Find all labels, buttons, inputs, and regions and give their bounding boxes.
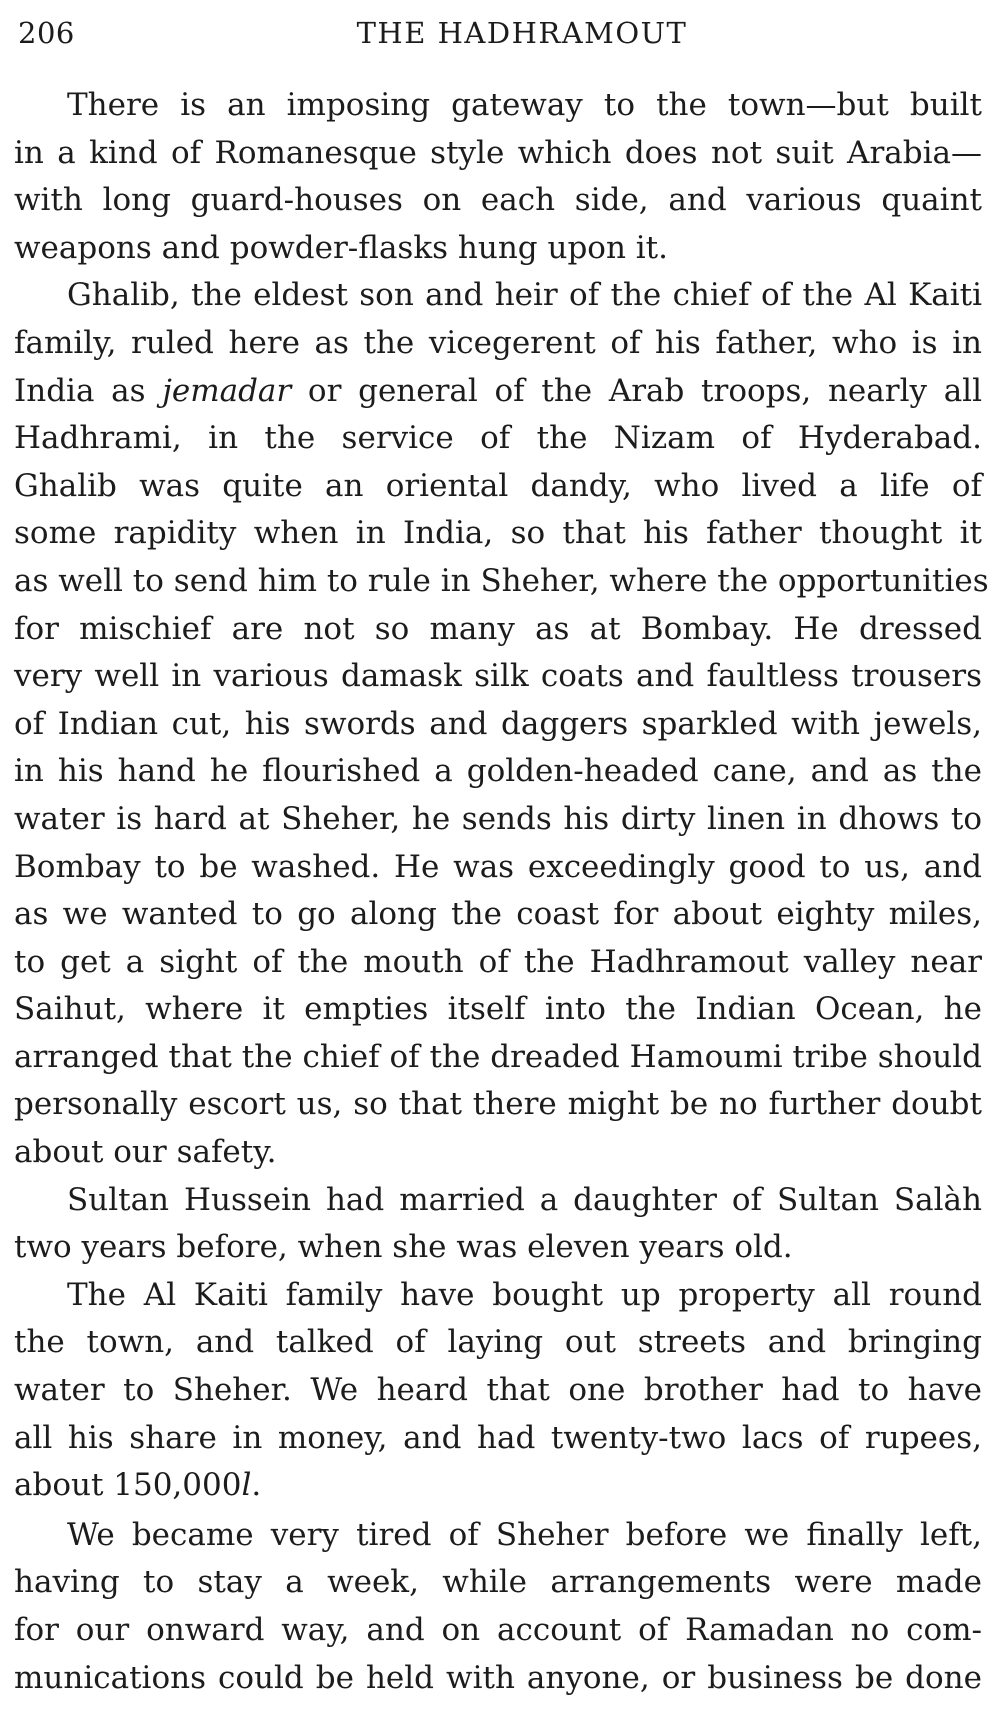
text-line: water to Sheher. We heard that one brother had to have	[14, 1372, 982, 1409]
text-line: very well in various damask silk coats and faultless trousers	[14, 658, 982, 695]
text-line: family, ruled here as the vicegerent of his father, who is in	[14, 324, 982, 361]
text-line: There is an imposing gateway to the town—but built	[67, 87, 982, 123]
text-line: the town, and talked of laying out streets and bringing	[14, 1324, 982, 1361]
text-line: for mischief are not so many as at Bombay. He dressed	[14, 610, 982, 647]
page-header	[14, 12, 986, 54]
text-line: Ghalib, the eldest son and heir of the chief of the Al Kaiti	[67, 277, 982, 314]
text-line: Ghalib was quite an oriental dandy, who lived a life of	[14, 467, 982, 504]
text-line: all his share in money, and had twenty-two lacs of rupees,	[14, 1419, 982, 1456]
italic-term: l	[241, 1467, 252, 1504]
text-line: The Al Kaiti family have bought up property all round	[67, 1276, 982, 1313]
text-line: some rapidity when in India, so that his father thought it	[14, 515, 982, 552]
text-line: We became very tired of Sheher before we finally left,	[67, 1516, 982, 1553]
running-title: THE HADHRAMOUT	[356, 16, 688, 50]
text-line: weapons and powder-flasks hung upon it.	[14, 229, 668, 266]
text-line: about our safety.	[14, 1134, 277, 1171]
text-line: Sultan Hussein had married a daughter of Sultan Salàh	[67, 1181, 982, 1218]
italic-term: jemadar	[162, 372, 292, 409]
text-line: as we wanted to go along the coast for about eighty miles,	[14, 896, 982, 933]
text-line	[14, 1462, 982, 1510]
text-line: two years before, when she was eleven years old.	[14, 1229, 793, 1266]
text-line: Hadhrami, in the service of the Nizam of Hyderabad.	[14, 420, 982, 457]
text-line: arranged that the chief of the dreaded Hamoumi tribe should	[14, 1038, 982, 1075]
text-segment: or general of the Arab troops, nearly all	[291, 372, 983, 409]
text-line: as well to send him to rule in Sheher, where the opportunities	[14, 562, 989, 599]
text-line: of Indian cut, his swords and daggers sparkled with jewels,	[14, 705, 982, 742]
text-line: in a kind of Romanesque style which does not suit Arabia—	[14, 134, 982, 171]
text-segment: India as	[14, 372, 163, 409]
text-line: having to stay a week, while arrangements were made	[14, 1564, 982, 1601]
text-line: water is hard at Sheher, he sends his dirty linen in dhows to	[14, 800, 982, 837]
text-line: munications could be held with anyone, or business be done	[14, 1659, 982, 1696]
text-line: Saihut, where it empties itself into the Indian Ocean, he	[14, 991, 982, 1028]
text-line: to get a sight of the mouth of the Hadhramout valley near	[14, 943, 982, 980]
text-segment: .	[251, 1467, 262, 1504]
text-line: Bombay to be washed. He was exceedingly good to us, and	[14, 848, 982, 885]
text-line: for our onward way, and on account of Ramadan no com-	[14, 1612, 982, 1648]
text-segment: about 150,000	[14, 1467, 242, 1504]
text-line: in his hand he flourished a golden-headed cane, and as the	[14, 753, 982, 790]
body-text	[14, 82, 989, 1702]
text-line	[14, 368, 982, 416]
text-line: personally escort us, so that there might be no further doubt	[14, 1086, 982, 1123]
page-number: 206	[18, 16, 75, 50]
text-line: with long guard-houses on each side, and various quaint	[14, 182, 982, 219]
